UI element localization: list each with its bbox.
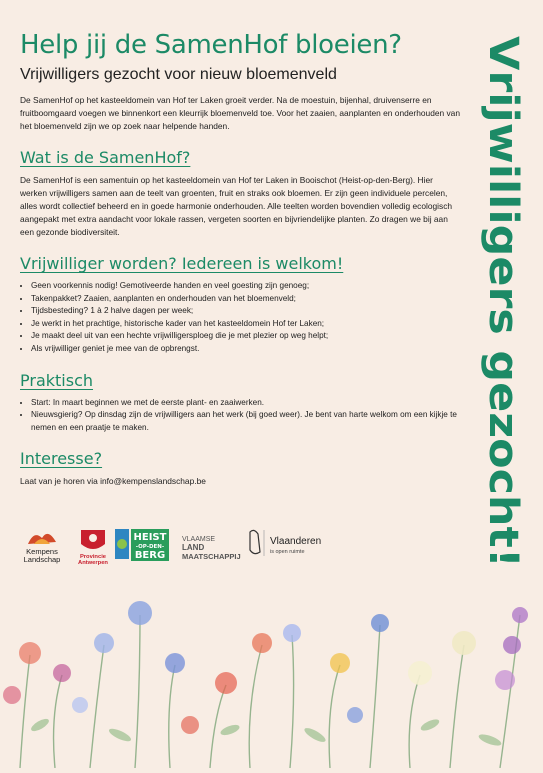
vertical-headline-text: Vrijwilligers gezocht!: [480, 36, 526, 516]
page-subtitle: Vrijwilligers gezocht voor nieuw bloemenveld: [20, 66, 337, 83]
vlm-logo-text: LAND: [182, 543, 205, 552]
kempens-logo-text: Landschap: [23, 555, 61, 564]
page-title: Help jij de SamenHof bloeien?: [20, 30, 402, 60]
lion-icon: [250, 530, 260, 553]
list-item: • Geen voorkennis nodig! Gemotiveerde handen en veel goesting zijn genoeg;: [31, 280, 460, 293]
vertical-headline: [474, 36, 536, 570]
vlm-logo-text: MAATSCHAPPIJ: [182, 552, 241, 561]
list-item: • Tijdsbesteding? 1 à 2 halve dagen per week;: [31, 305, 460, 318]
heist-logo-text: HEIST: [133, 532, 167, 543]
contact-line: Laat van je horen via info@kempenslandschap.be: [20, 476, 206, 487]
flower-icon: [3, 601, 528, 734]
volunteer-list: [20, 280, 460, 356]
kempens-logo-text: Kempens: [26, 547, 58, 556]
flower-illustration: [0, 585, 543, 768]
heist-op-den-berg-logo: [115, 526, 173, 566]
intro-paragraph: De SamenHof op het kasteeldomein van Hof ter Laken groeit verder. Na de moestuin, bijenhal, druivenserre en fruitboomgaard voegen we binnenkort een kleurrijk bloemenveld toe. Voor het zaaien, aanplanten en onderhouden van het bloemenveld zijn we op zoek naar helpende handen.: [20, 95, 460, 131]
practical-list: [20, 397, 460, 435]
vlaanderen-logo: [246, 526, 336, 566]
provincie-logo-text: Antwerpen: [78, 560, 108, 566]
kempens-landschap-logo: [20, 526, 64, 566]
vlm-logo-text: VLAAMSE: [182, 536, 216, 543]
list-item: • Start: In maart beginnen we met de eerste plant- en zaaiwerken.: [31, 397, 460, 410]
list-item: • Takenpakket? Zaaien, aanplanten en onderhouden van het bloemenveld;: [31, 293, 460, 306]
vlaanderen-logo-text: Vlaanderen: [270, 536, 322, 547]
heist-logo-text: BERG: [134, 550, 166, 561]
section-heading-interest: Interesse?: [20, 449, 103, 469]
section-heading-volunteer: Vrijwilliger worden? Iedereen is welkom!: [20, 254, 344, 273]
provincie-logo-text: Provincie: [79, 554, 107, 560]
section-heading-what: Wat is de SamenHof?: [20, 148, 191, 167]
vlaanderen-logo-text: is open ruimte: [270, 549, 305, 555]
section-heading-practical: Praktisch: [20, 370, 94, 390]
list-item: • Als vrijwilliger geniet je mee van de opbrengst.: [31, 343, 460, 356]
heist-logo-text: -OP-DEN-: [135, 544, 165, 550]
list-item: • Je werkt in het prachtige, historische kader van het kasteeldomein Hof ter Laken;: [31, 318, 460, 331]
provincie-antwerpen-logo: [75, 526, 111, 566]
what-paragraph: De SamenHof is een samentuin op het kasteeldomein van Hof ter Laken in Booischot (Heist-op-den-Berg). Hier werken vrijwilligers samen aan de teelt van groenten, fruit en straks ook bloemen. Er zijn geen individuele percelen, alles wordt collectief beheerd en in goede harmonie onderhouden. Alle teelten worden bovendien volledig ecologisch aangepakt met extra aandacht voor lokale rassen, vergeten soorten en bijvriendelijke planten. Zo dragen we bij aan een gezonde biodiversiteit.: [20, 175, 453, 237]
list-item: • Nieuwsgierig? Op dinsdag zijn de vrijwilligers aan het werk (bij goed weer). Je bent van harte welkom om een kijkje te nemen en een praatje te maken.: [31, 409, 460, 434]
partner-logos: [20, 526, 460, 568]
flyer-content: [20, 30, 460, 488]
list-item: • Je maakt deel uit van een hechte vrijwilligersploeg die je met plezier op weg helpt;: [31, 330, 460, 343]
